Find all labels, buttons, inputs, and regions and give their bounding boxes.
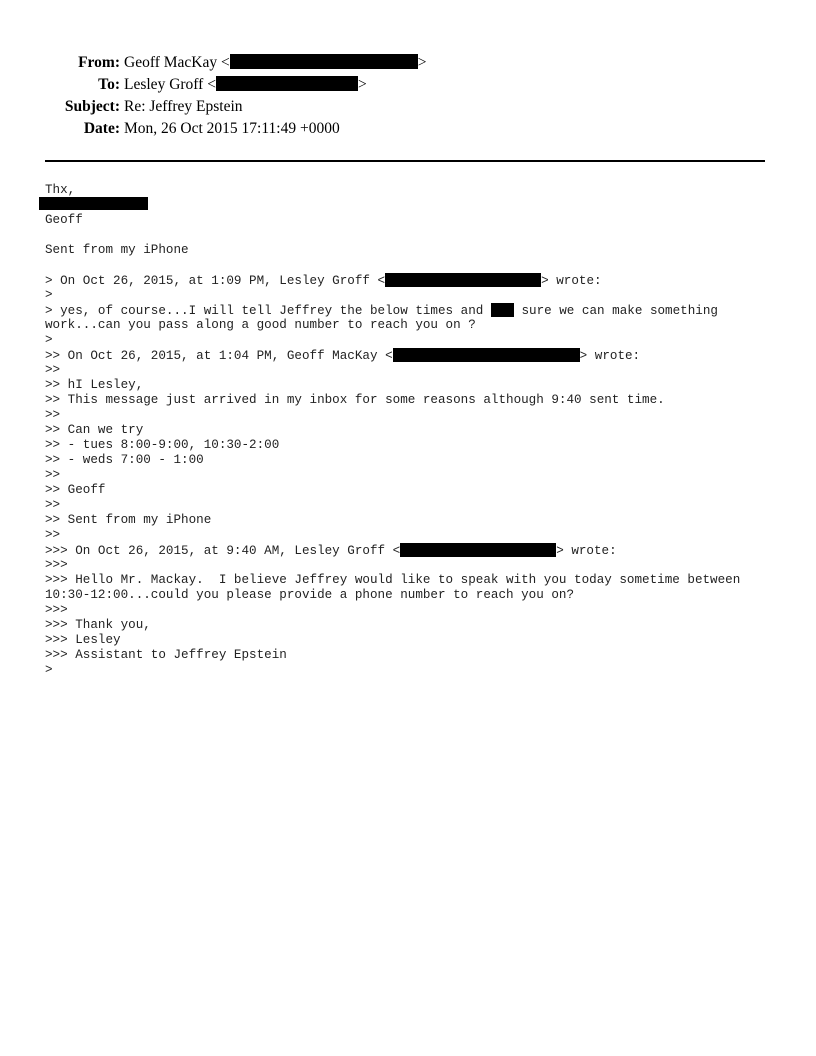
subject-row xyxy=(0,97,816,117)
to-value xyxy=(124,75,367,95)
body-text: > yes, of course...I will tell Jeffrey the below times and xyxy=(45,304,491,318)
body-line: Geoff xyxy=(45,213,83,227)
body-line: Sent from my iPhone xyxy=(45,243,189,257)
redaction-box xyxy=(385,273,541,287)
body-line: > xyxy=(45,288,53,302)
to-name: Lesley Groff < xyxy=(124,76,216,93)
body-line: >> xyxy=(45,498,61,512)
body-line: >> hI Lesley, xyxy=(45,378,144,392)
date-label: Date: xyxy=(83,120,120,137)
body-line: >>> Lesley xyxy=(45,633,121,647)
redaction-box xyxy=(216,76,358,91)
body-line: >> xyxy=(45,468,61,482)
quote-header-text: > On Oct 26, 2015, at 1:09 PM, Lesley Groff < xyxy=(45,274,386,288)
body-line: 10:30-12:00...could you please provide a phone number to reach you on? xyxy=(45,588,575,602)
body-line: >> Can we try xyxy=(45,423,144,437)
body-line: > xyxy=(45,333,53,347)
to-close: > xyxy=(357,76,367,93)
quote-header-text: >> On Oct 26, 2015, at 1:04 PM, Geoff MacKay < xyxy=(45,349,393,363)
quote-header-tail: > wrote: xyxy=(579,349,641,363)
body-line: > xyxy=(45,663,53,677)
from-close: > xyxy=(417,54,427,71)
to-row xyxy=(0,75,816,95)
redaction-box xyxy=(491,303,514,317)
redaction-box xyxy=(393,348,580,362)
body-line: >> xyxy=(45,528,61,542)
body-line: >>> Assistant to Jeffrey Epstein xyxy=(45,648,287,662)
header-divider xyxy=(45,160,765,162)
redaction-box xyxy=(230,54,418,69)
from-name: Geoff MacKay < xyxy=(124,54,230,71)
redaction-box xyxy=(39,197,148,210)
body-line xyxy=(45,543,617,558)
body-line: >>> Thank you, xyxy=(45,618,151,632)
body-line: >> xyxy=(45,408,61,422)
subject-label: Subject: xyxy=(64,98,120,115)
body-line: >>> xyxy=(45,558,68,572)
from-row xyxy=(0,53,816,73)
body-line: >> - weds 7:00 - 1:00 xyxy=(45,453,204,467)
body-text: sure we can make something xyxy=(513,304,718,318)
body-line: >> xyxy=(45,363,61,377)
body-line: >>> xyxy=(45,603,68,617)
body-line: >> Sent from my iPhone xyxy=(45,513,212,527)
body-line: >> - tues 8:00-9:00, 10:30-2:00 xyxy=(45,438,280,452)
from-value xyxy=(124,53,426,73)
body-line xyxy=(45,303,718,318)
body-line: >>> Hello Mr. Mackay. I believe Jeffrey would like to speak with you today sometime between xyxy=(45,573,741,587)
from-label: From: xyxy=(78,54,120,71)
to-label: To: xyxy=(98,76,120,93)
redaction-box xyxy=(400,543,556,557)
subject-value: Re: Jeffrey Epstein xyxy=(124,98,243,115)
quote-header-text: >>> On Oct 26, 2015, at 9:40 AM, Lesley Groff < xyxy=(45,544,401,558)
body-line: Thx, xyxy=(45,183,76,197)
quote-header-tail: > wrote: xyxy=(541,274,602,288)
body-line: work...can you pass along a good number to reach you on ? xyxy=(45,318,476,332)
quote-header-tail: > wrote: xyxy=(556,544,617,558)
body-line xyxy=(45,348,640,363)
date-value: Mon, 26 Oct 2015 17:11:49 +0000 xyxy=(124,120,340,137)
date-row xyxy=(0,119,816,139)
body-line: >> Geoff xyxy=(45,483,106,497)
body-line: >> This message just arrived in my inbox for some reasons although 9:40 sent time. xyxy=(45,393,665,407)
body-line xyxy=(45,273,602,288)
